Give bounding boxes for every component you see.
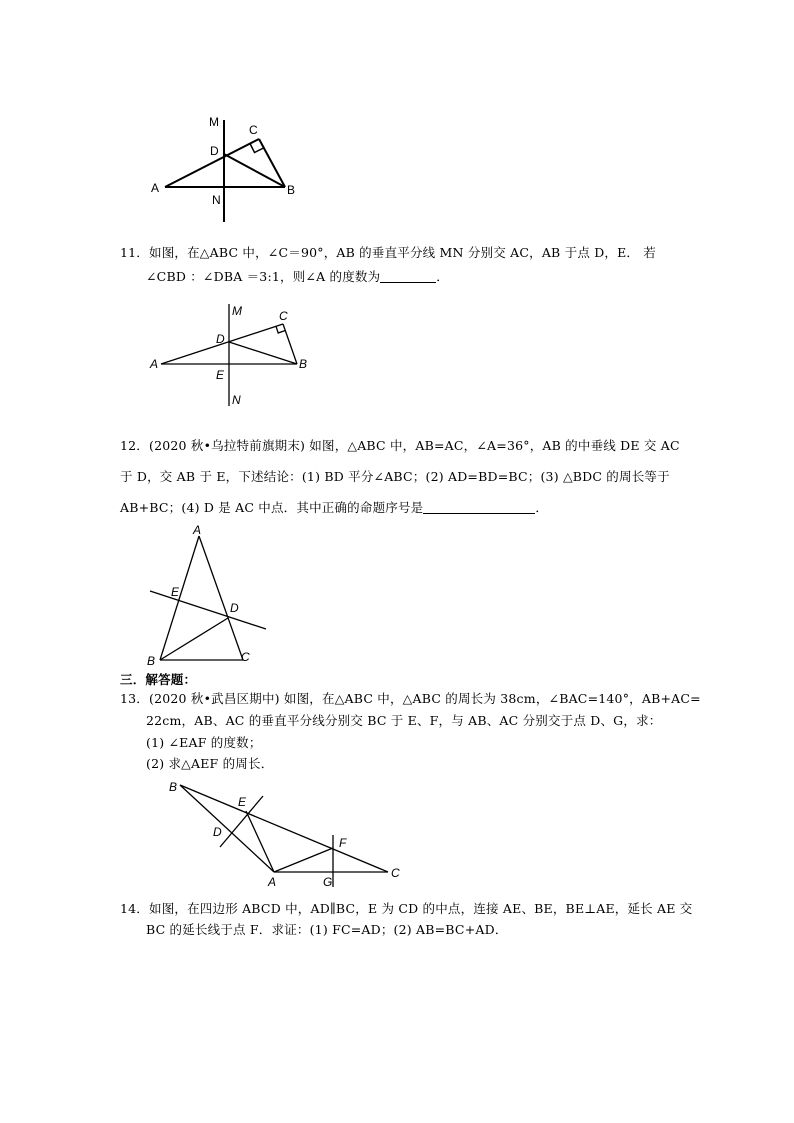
label-c: C bbox=[249, 123, 258, 137]
line-de bbox=[150, 591, 266, 629]
segment-cb bbox=[283, 324, 297, 364]
q12-line3-end: ． bbox=[535, 500, 549, 515]
label-a: A bbox=[268, 875, 277, 889]
q13-line1: 13．(2020 秋•武昌区期中) 如图，在△ABC 中，△ABC 的周长为 38cm，∠BAC=140°，AB+AC= bbox=[120, 691, 701, 706]
q11-answer-blank bbox=[380, 270, 436, 283]
q12-line2: 于 D，交 AB 于 E，下述结论：(1) BD 平分∠ABC；(2) AD=BD=BC；(3) △BDC 的周长等于 bbox=[120, 469, 670, 484]
label-g: G bbox=[323, 875, 333, 889]
label-d: D bbox=[216, 332, 225, 346]
q13-line2: 22cm，AB、AC 的垂直平分线分别交 BC 于 E、F，与 AB、AC 分别交于点 D、G，求： bbox=[146, 713, 662, 728]
q12-answer-blank bbox=[423, 501, 535, 514]
label-a: A bbox=[193, 523, 202, 537]
label-b: B bbox=[299, 357, 308, 371]
q13-part1: (1) ∠EAF 的度数； bbox=[146, 735, 262, 750]
label-b: B bbox=[147, 654, 156, 668]
label-e: E bbox=[238, 795, 247, 809]
label-c: C bbox=[391, 866, 400, 880]
segment-bc bbox=[180, 785, 388, 872]
label-d: D bbox=[230, 601, 239, 615]
q11-line1: 11．如图，在△ABC 中，∠C＝90°，AB 的垂直平分线 MN 分别交 AC，AB 于点 D，E． 若 bbox=[120, 245, 657, 260]
figure-q12 bbox=[140, 520, 280, 670]
label-m: M bbox=[209, 115, 219, 129]
label-n: N bbox=[232, 393, 241, 407]
segment-ae bbox=[246, 811, 274, 872]
segment-db bbox=[229, 342, 297, 364]
segment-ba bbox=[180, 785, 274, 872]
q12-line3-text: AB+BC；(4) D 是 AC 中点．其中正确的命题序号是 bbox=[120, 500, 424, 515]
q11-line2-end: ． bbox=[436, 269, 449, 284]
label-n: N bbox=[212, 193, 221, 207]
segment-af bbox=[274, 848, 333, 872]
section-heading: 三．解答题： bbox=[120, 672, 197, 687]
label-d: D bbox=[213, 825, 222, 839]
label-a: A bbox=[151, 181, 160, 195]
segment-ab bbox=[160, 536, 199, 660]
q12-line1: 12．(2020 秋•乌拉特前旗期末) 如图，△ABC 中，AB=AC，∠A=36°，AB 的中垂线 DE 交 AC bbox=[120, 438, 680, 453]
label-b: B bbox=[287, 183, 296, 197]
label-c: C bbox=[241, 650, 250, 664]
q12-line3 bbox=[120, 499, 548, 516]
label-c: C bbox=[279, 309, 288, 323]
label-e: E bbox=[216, 368, 225, 382]
q13-part2: (2) 求△AEF 的周长． bbox=[146, 756, 274, 771]
segment-ac bbox=[199, 536, 243, 660]
figure-q13 bbox=[160, 775, 410, 895]
label-e: E bbox=[171, 585, 180, 599]
q14-line2: BC 的延长线于点 F．求证：(1) FC=AD；(2) AB=BC+AD． bbox=[146, 922, 508, 937]
figure-q10 bbox=[145, 110, 305, 230]
label-b: B bbox=[169, 780, 178, 794]
q14-line1: 14．如图，在四边形 ABCD 中，AD∥BC，E 为 CD 的中点，连接 AE、BE，BE⊥AE，延长 AE 交 bbox=[120, 901, 693, 916]
label-m: M bbox=[232, 304, 242, 318]
q11-line2 bbox=[146, 268, 449, 285]
figure-q11 bbox=[145, 300, 315, 412]
label-a: A bbox=[150, 357, 159, 371]
segment-bd bbox=[160, 618, 228, 660]
label-d: D bbox=[210, 144, 219, 158]
q11-line2-text: ∠CBD ：∠DBA ＝3:1，则∠A 的度数为 bbox=[146, 269, 381, 284]
label-f: F bbox=[339, 836, 347, 850]
